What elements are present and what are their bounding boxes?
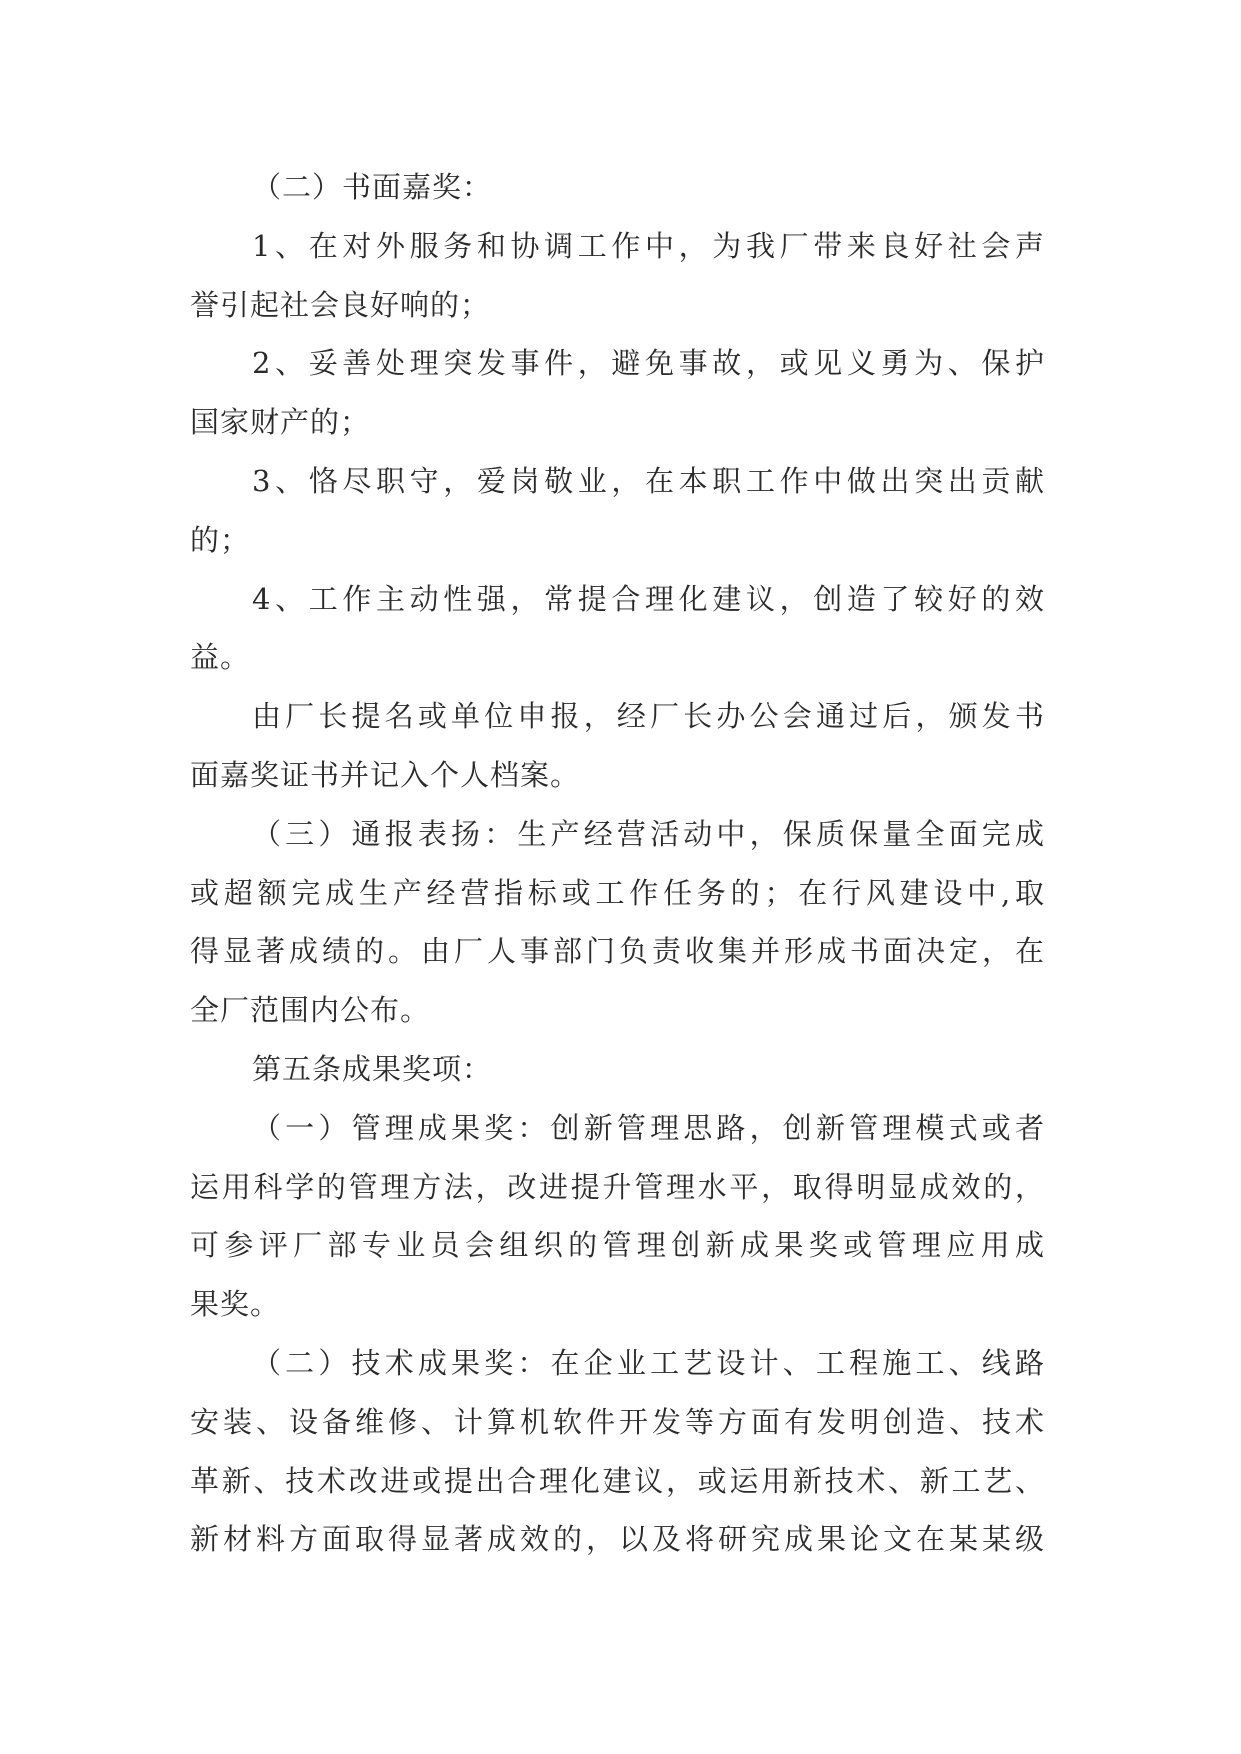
document-line: 3、恪尽职守，爱岗敬业，在本职工作中做出突出贡献: [252, 463, 1045, 498]
document-body: [190, 158, 1045, 1569]
document-line: 运用科学的管理方法，改进提升管理水平，取得明显成效的，: [190, 1169, 1045, 1204]
document-line: 安装、设备维修、计算机软件开发等方面有发明创造、技术: [190, 1404, 1045, 1439]
document-line: 面嘉奖证书并记入个人档案。: [190, 757, 581, 792]
document-line: 益。: [190, 640, 251, 675]
document-line: 2、妥善处理突发事件，避免事故，或见义勇为、保护: [252, 346, 1045, 381]
document-line: 可参评厂部专业员会组织的管理创新成果奖或管理应用成: [190, 1228, 1045, 1263]
document-line: 国家财产的；: [190, 405, 371, 440]
document-line: 4、工作主动性强，常提合理化建议，创造了较好的效: [252, 581, 1045, 616]
document-line: （二）书面嘉奖：: [252, 170, 493, 204]
document-line: 第五条成果奖项：: [252, 1051, 493, 1086]
document-line: 革新、技术改进或提出合理化建议，或运用新技术、新工艺、: [190, 1463, 1045, 1498]
document-line: 的；: [190, 522, 251, 557]
document-line: 誉引起社会良好响的；: [190, 287, 491, 322]
document-line: 新材料方面取得显著成效的，以及将研究成果论文在某某级: [190, 1522, 1045, 1557]
document-line: 由厂长提名或单位申报，经厂长办公会通过后，颁发书: [252, 699, 1045, 734]
document-line: （一）管理成果奖：创新管理思路，创新管理模式或者: [252, 1110, 1045, 1145]
document-line: 1、在对外服务和协调工作中，为我厂带来良好社会声: [252, 228, 1045, 263]
document-line: （三）通报表扬：生产经营活动中，保质保量全面完成: [252, 816, 1045, 851]
document-line: 或超额完成生产经营指标或工作任务的；在行风建设中,取: [190, 875, 1045, 910]
document-line: 全厂范围内公布。: [190, 993, 431, 1028]
document-line: （二）技术成果奖：在企业工艺设计、工程施工、线路: [252, 1345, 1045, 1380]
document-line: 得显著成绩的。由厂人事部门负责收集并形成书面决定，在: [190, 934, 1045, 969]
document-line: 果奖。: [190, 1287, 281, 1322]
